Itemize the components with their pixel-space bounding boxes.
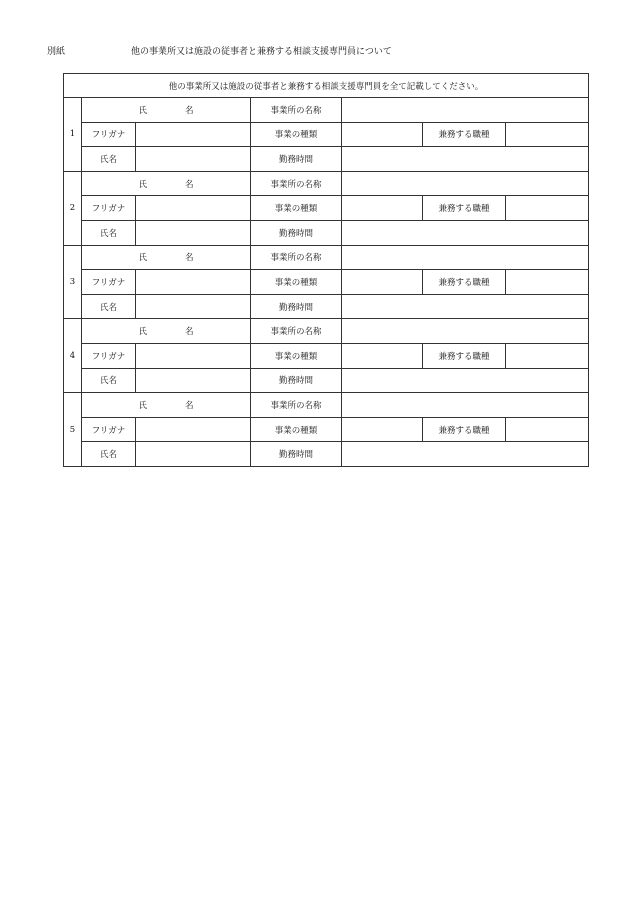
name-head-surname: 氏 [138, 179, 147, 190]
concurrent-role-input[interactable] [506, 270, 589, 295]
entry-row-furigana [64, 417, 589, 442]
concurrent-role-label: 兼務する職種 [423, 417, 506, 442]
form-header-row [64, 74, 589, 98]
business-type-input[interactable] [342, 196, 423, 221]
furigana-label: フリガナ [82, 122, 136, 147]
office-name-label: 事業所の名称 [251, 245, 342, 270]
concurrent-role-label: 兼務する職種 [423, 196, 506, 221]
furigana-input[interactable] [136, 417, 251, 442]
name-input[interactable] [136, 368, 251, 393]
working-hours-input[interactable] [342, 442, 589, 467]
entry-row-furigana [64, 122, 589, 147]
name-head-surname: 氏 [138, 327, 147, 338]
name-head-surname: 氏 [138, 400, 147, 411]
furigana-label: フリガナ [82, 343, 136, 368]
name-input[interactable] [136, 147, 251, 172]
office-name-input[interactable] [342, 171, 589, 196]
name-head-given: 名 [185, 327, 194, 338]
business-type-label: 事業の種類 [251, 270, 342, 295]
concurrent-role-input[interactable] [506, 196, 589, 221]
working-hours-input[interactable] [342, 220, 589, 245]
business-type-label: 事業の種類 [251, 343, 342, 368]
working-hours-label: 勤務時間 [251, 147, 342, 172]
name-input[interactable] [136, 220, 251, 245]
entry-number: 4 [64, 319, 82, 393]
form-header: 他の事業所又は施設の従事者と兼務する相談支援専門員を全て記載してください。 [64, 74, 589, 98]
entry-number: 3 [64, 245, 82, 319]
office-name-input[interactable] [342, 98, 589, 123]
name-head-surname: 氏 [138, 105, 147, 116]
working-hours-input[interactable] [342, 147, 589, 172]
office-name-label: 事業所の名称 [251, 98, 342, 123]
office-name-input[interactable] [342, 393, 589, 418]
name-head-given: 名 [185, 105, 194, 116]
name-label: 氏名 [82, 368, 136, 393]
furigana-input[interactable] [136, 196, 251, 221]
concurrent-role-input[interactable] [506, 417, 589, 442]
working-hours-label: 勤務時間 [251, 442, 342, 467]
entry-row-furigana [64, 343, 589, 368]
name-label: 氏名 [82, 147, 136, 172]
furigana-input[interactable] [136, 122, 251, 147]
office-name-input[interactable] [342, 245, 589, 270]
name-column-head [82, 393, 251, 418]
name-label: 氏名 [82, 442, 136, 467]
entry-row-name [64, 442, 589, 467]
entry-number: 1 [64, 98, 82, 172]
name-head-given: 名 [185, 400, 194, 411]
furigana-label: フリガナ [82, 270, 136, 295]
name-head-surname: 氏 [138, 253, 147, 264]
furigana-label: フリガナ [82, 196, 136, 221]
working-hours-label: 勤務時間 [251, 220, 342, 245]
furigana-input[interactable] [136, 270, 251, 295]
furigana-label: フリガナ [82, 417, 136, 442]
concurrent-role-input[interactable] [506, 343, 589, 368]
entry-row-name [64, 368, 589, 393]
working-hours-input[interactable] [342, 368, 589, 393]
office-name-label: 事業所の名称 [251, 319, 342, 344]
working-hours-input[interactable] [342, 294, 589, 319]
name-column-head [82, 245, 251, 270]
staff-form-table [63, 73, 589, 467]
business-type-input[interactable] [342, 122, 423, 147]
entry-number: 2 [64, 171, 82, 245]
attachment-label: 別紙 [47, 47, 66, 57]
entry-row-name [64, 220, 589, 245]
entry-row-name [64, 294, 589, 319]
entry-row-name-head [64, 98, 589, 123]
business-type-label: 事業の種類 [251, 122, 342, 147]
name-input[interactable] [136, 442, 251, 467]
working-hours-label: 勤務時間 [251, 368, 342, 393]
concurrent-role-label: 兼務する職種 [423, 343, 506, 368]
office-name-label: 事業所の名称 [251, 171, 342, 196]
name-column-head [82, 171, 251, 196]
name-column-head [82, 319, 251, 344]
office-name-label: 事業所の名称 [251, 393, 342, 418]
name-input[interactable] [136, 294, 251, 319]
entry-row-name-head [64, 319, 589, 344]
concurrent-role-label: 兼務する職種 [423, 122, 506, 147]
name-column-head [82, 98, 251, 123]
entry-row-furigana [64, 270, 589, 295]
business-type-label: 事業の種類 [251, 196, 342, 221]
business-type-input[interactable] [342, 270, 423, 295]
furigana-input[interactable] [136, 343, 251, 368]
business-type-input[interactable] [342, 343, 423, 368]
business-type-input[interactable] [342, 417, 423, 442]
entry-row-name [64, 147, 589, 172]
name-head-given: 名 [185, 179, 194, 190]
entry-number: 5 [64, 393, 82, 467]
concurrent-role-input[interactable] [506, 122, 589, 147]
working-hours-label: 勤務時間 [251, 294, 342, 319]
concurrent-role-label: 兼務する職種 [423, 270, 506, 295]
business-type-label: 事業の種類 [251, 417, 342, 442]
name-label: 氏名 [82, 220, 136, 245]
entry-row-furigana [64, 196, 589, 221]
entry-row-name-head [64, 393, 589, 418]
office-name-input[interactable] [342, 319, 589, 344]
document-title: 他の事業所又は施設の従事者と兼務する相談支援専門員について [131, 47, 392, 57]
entry-row-name-head [64, 171, 589, 196]
entry-row-name-head [64, 245, 589, 270]
name-label: 氏名 [82, 294, 136, 319]
name-head-given: 名 [185, 253, 194, 264]
